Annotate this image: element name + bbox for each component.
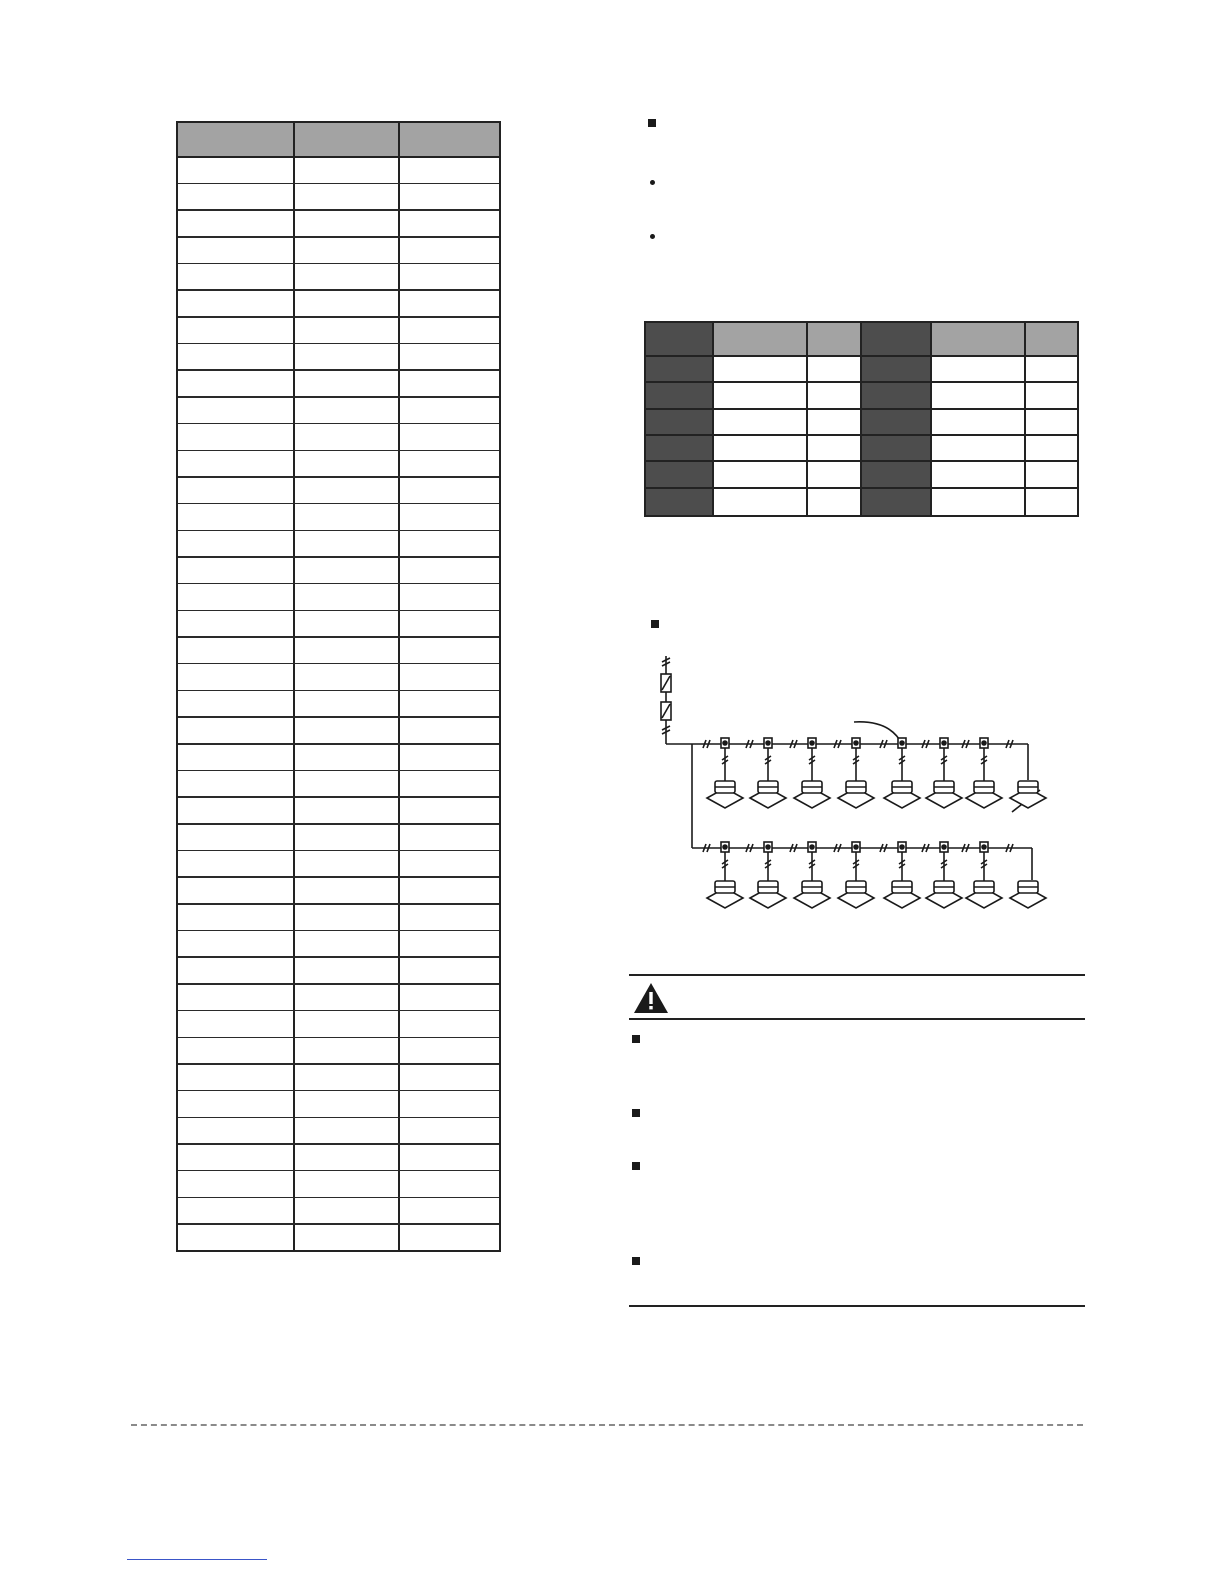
table-row-divider	[178, 263, 499, 265]
table-row-divider	[178, 1010, 499, 1012]
right-table-cell	[714, 489, 808, 515]
right-table-cell	[932, 410, 1026, 436]
right-table-header-cell	[714, 323, 808, 357]
right-table-header-cell	[646, 323, 714, 357]
junction-dot	[810, 845, 814, 849]
right-table-cell	[862, 489, 932, 515]
list-dot-bullet	[650, 180, 655, 185]
junction-dot	[766, 845, 770, 849]
left-table-divider-2	[398, 123, 400, 1250]
table-row-divider	[178, 930, 499, 932]
right-data-table	[644, 321, 1079, 517]
table-row-divider	[178, 476, 499, 478]
right-table-header-cell	[862, 323, 932, 357]
table-row-divider	[178, 289, 499, 291]
junction-dot	[854, 741, 858, 745]
right-table-cell	[932, 383, 1026, 409]
caution-item-bullet	[632, 1162, 640, 1170]
table-row-divider	[178, 503, 499, 505]
table-row-divider	[178, 903, 499, 905]
right-table-header-cell	[932, 323, 1026, 357]
right-table-cell	[808, 383, 862, 409]
right-table-cell	[646, 410, 714, 436]
right-table-cell	[808, 462, 862, 488]
caution-top-rule	[629, 974, 1085, 976]
junction-dot	[810, 741, 814, 745]
right-table-cell	[714, 410, 808, 436]
right-table-cell	[714, 462, 808, 488]
table-row-divider	[178, 663, 499, 665]
right-table-cell	[808, 489, 862, 515]
table-row-divider	[178, 850, 499, 852]
right-table-cell	[714, 436, 808, 462]
table-row-divider	[178, 690, 499, 692]
table-row-divider	[178, 1223, 499, 1225]
right-table-cell	[1026, 462, 1077, 488]
right-table-cell	[646, 357, 714, 383]
list-dot-bullet	[650, 234, 655, 239]
junction-dot	[982, 741, 986, 745]
right-table-cell	[714, 383, 808, 409]
right-table-cell	[932, 436, 1026, 462]
table-row-divider	[178, 1063, 499, 1065]
table-row-divider	[178, 636, 499, 638]
caution-item-bullet	[632, 1257, 640, 1265]
table-row-divider	[178, 770, 499, 772]
right-table-cell	[862, 383, 932, 409]
junction-dot	[942, 845, 946, 849]
junction-dot	[900, 845, 904, 849]
right-table-cell	[1026, 410, 1077, 436]
table-row-divider	[178, 209, 499, 211]
table-row-divider	[178, 956, 499, 958]
table-row-divider	[178, 1143, 499, 1145]
table-row-divider	[178, 1037, 499, 1039]
table-row-divider	[178, 183, 499, 185]
junction-dot	[900, 741, 904, 745]
junction-dot	[723, 741, 727, 745]
right-table-cell	[1026, 357, 1077, 383]
right-table-cell	[932, 489, 1026, 515]
table-row-divider	[178, 343, 499, 345]
junction-dot	[723, 845, 727, 849]
right-table-header-cell	[808, 323, 862, 357]
right-table-cell	[714, 357, 808, 383]
table-row-divider	[178, 1197, 499, 1199]
diagram-square-bullet	[651, 620, 659, 628]
table-row-divider	[178, 530, 499, 532]
right-table-cell	[932, 462, 1026, 488]
right-table-cell	[808, 357, 862, 383]
footer-dashed-divider	[131, 1424, 1083, 1426]
caution-bottom-rule	[629, 1305, 1085, 1307]
right-table-cell	[646, 436, 714, 462]
table-row-divider	[178, 369, 499, 371]
right-table-cell	[1026, 383, 1077, 409]
right-table-cell	[862, 462, 932, 488]
left-table-divider-1	[293, 123, 295, 1250]
right-table-cell	[808, 410, 862, 436]
table-row-divider	[178, 316, 499, 318]
table-row-divider	[178, 450, 499, 452]
table-row-divider	[178, 876, 499, 878]
left-data-table	[176, 121, 501, 1252]
table-row-divider	[178, 556, 499, 558]
table-row-divider	[178, 396, 499, 398]
footer-link-underline[interactable]	[127, 1559, 267, 1560]
caution-header-rule	[629, 1018, 1085, 1020]
table-row-divider	[178, 743, 499, 745]
table-row-divider	[178, 1090, 499, 1092]
junction-dot	[766, 741, 770, 745]
right-table-cell	[646, 489, 714, 515]
table-row-divider	[178, 716, 499, 718]
table-row-divider	[178, 796, 499, 798]
wiring-diagram	[640, 650, 1060, 910]
table-row-divider	[178, 583, 499, 585]
left-table-header	[178, 123, 499, 158]
leader-line	[854, 722, 902, 744]
table-row-divider	[178, 983, 499, 985]
junction-dot	[854, 845, 858, 849]
table-row-divider	[178, 423, 499, 425]
right-table-cell	[862, 436, 932, 462]
right-table-cell	[1026, 436, 1077, 462]
right-table-cell	[862, 357, 932, 383]
table-row-divider	[178, 823, 499, 825]
right-table-header-cell	[1026, 323, 1077, 357]
table-row-divider	[178, 610, 499, 612]
table-row-divider	[178, 236, 499, 238]
right-table-cell	[646, 462, 714, 488]
junction-dot	[942, 741, 946, 745]
warning-triangle-icon	[632, 981, 670, 1015]
table-row-divider	[178, 1170, 499, 1172]
caution-item-bullet	[632, 1035, 640, 1043]
section-square-bullet	[648, 119, 656, 127]
right-table-cell	[932, 357, 1026, 383]
junction-dot	[982, 845, 986, 849]
table-row-divider	[178, 1117, 499, 1119]
caution-item-bullet	[632, 1109, 640, 1117]
right-table-cell	[808, 436, 862, 462]
right-table-cell	[1026, 489, 1077, 515]
right-table-cell	[862, 410, 932, 436]
right-table-cell	[646, 383, 714, 409]
